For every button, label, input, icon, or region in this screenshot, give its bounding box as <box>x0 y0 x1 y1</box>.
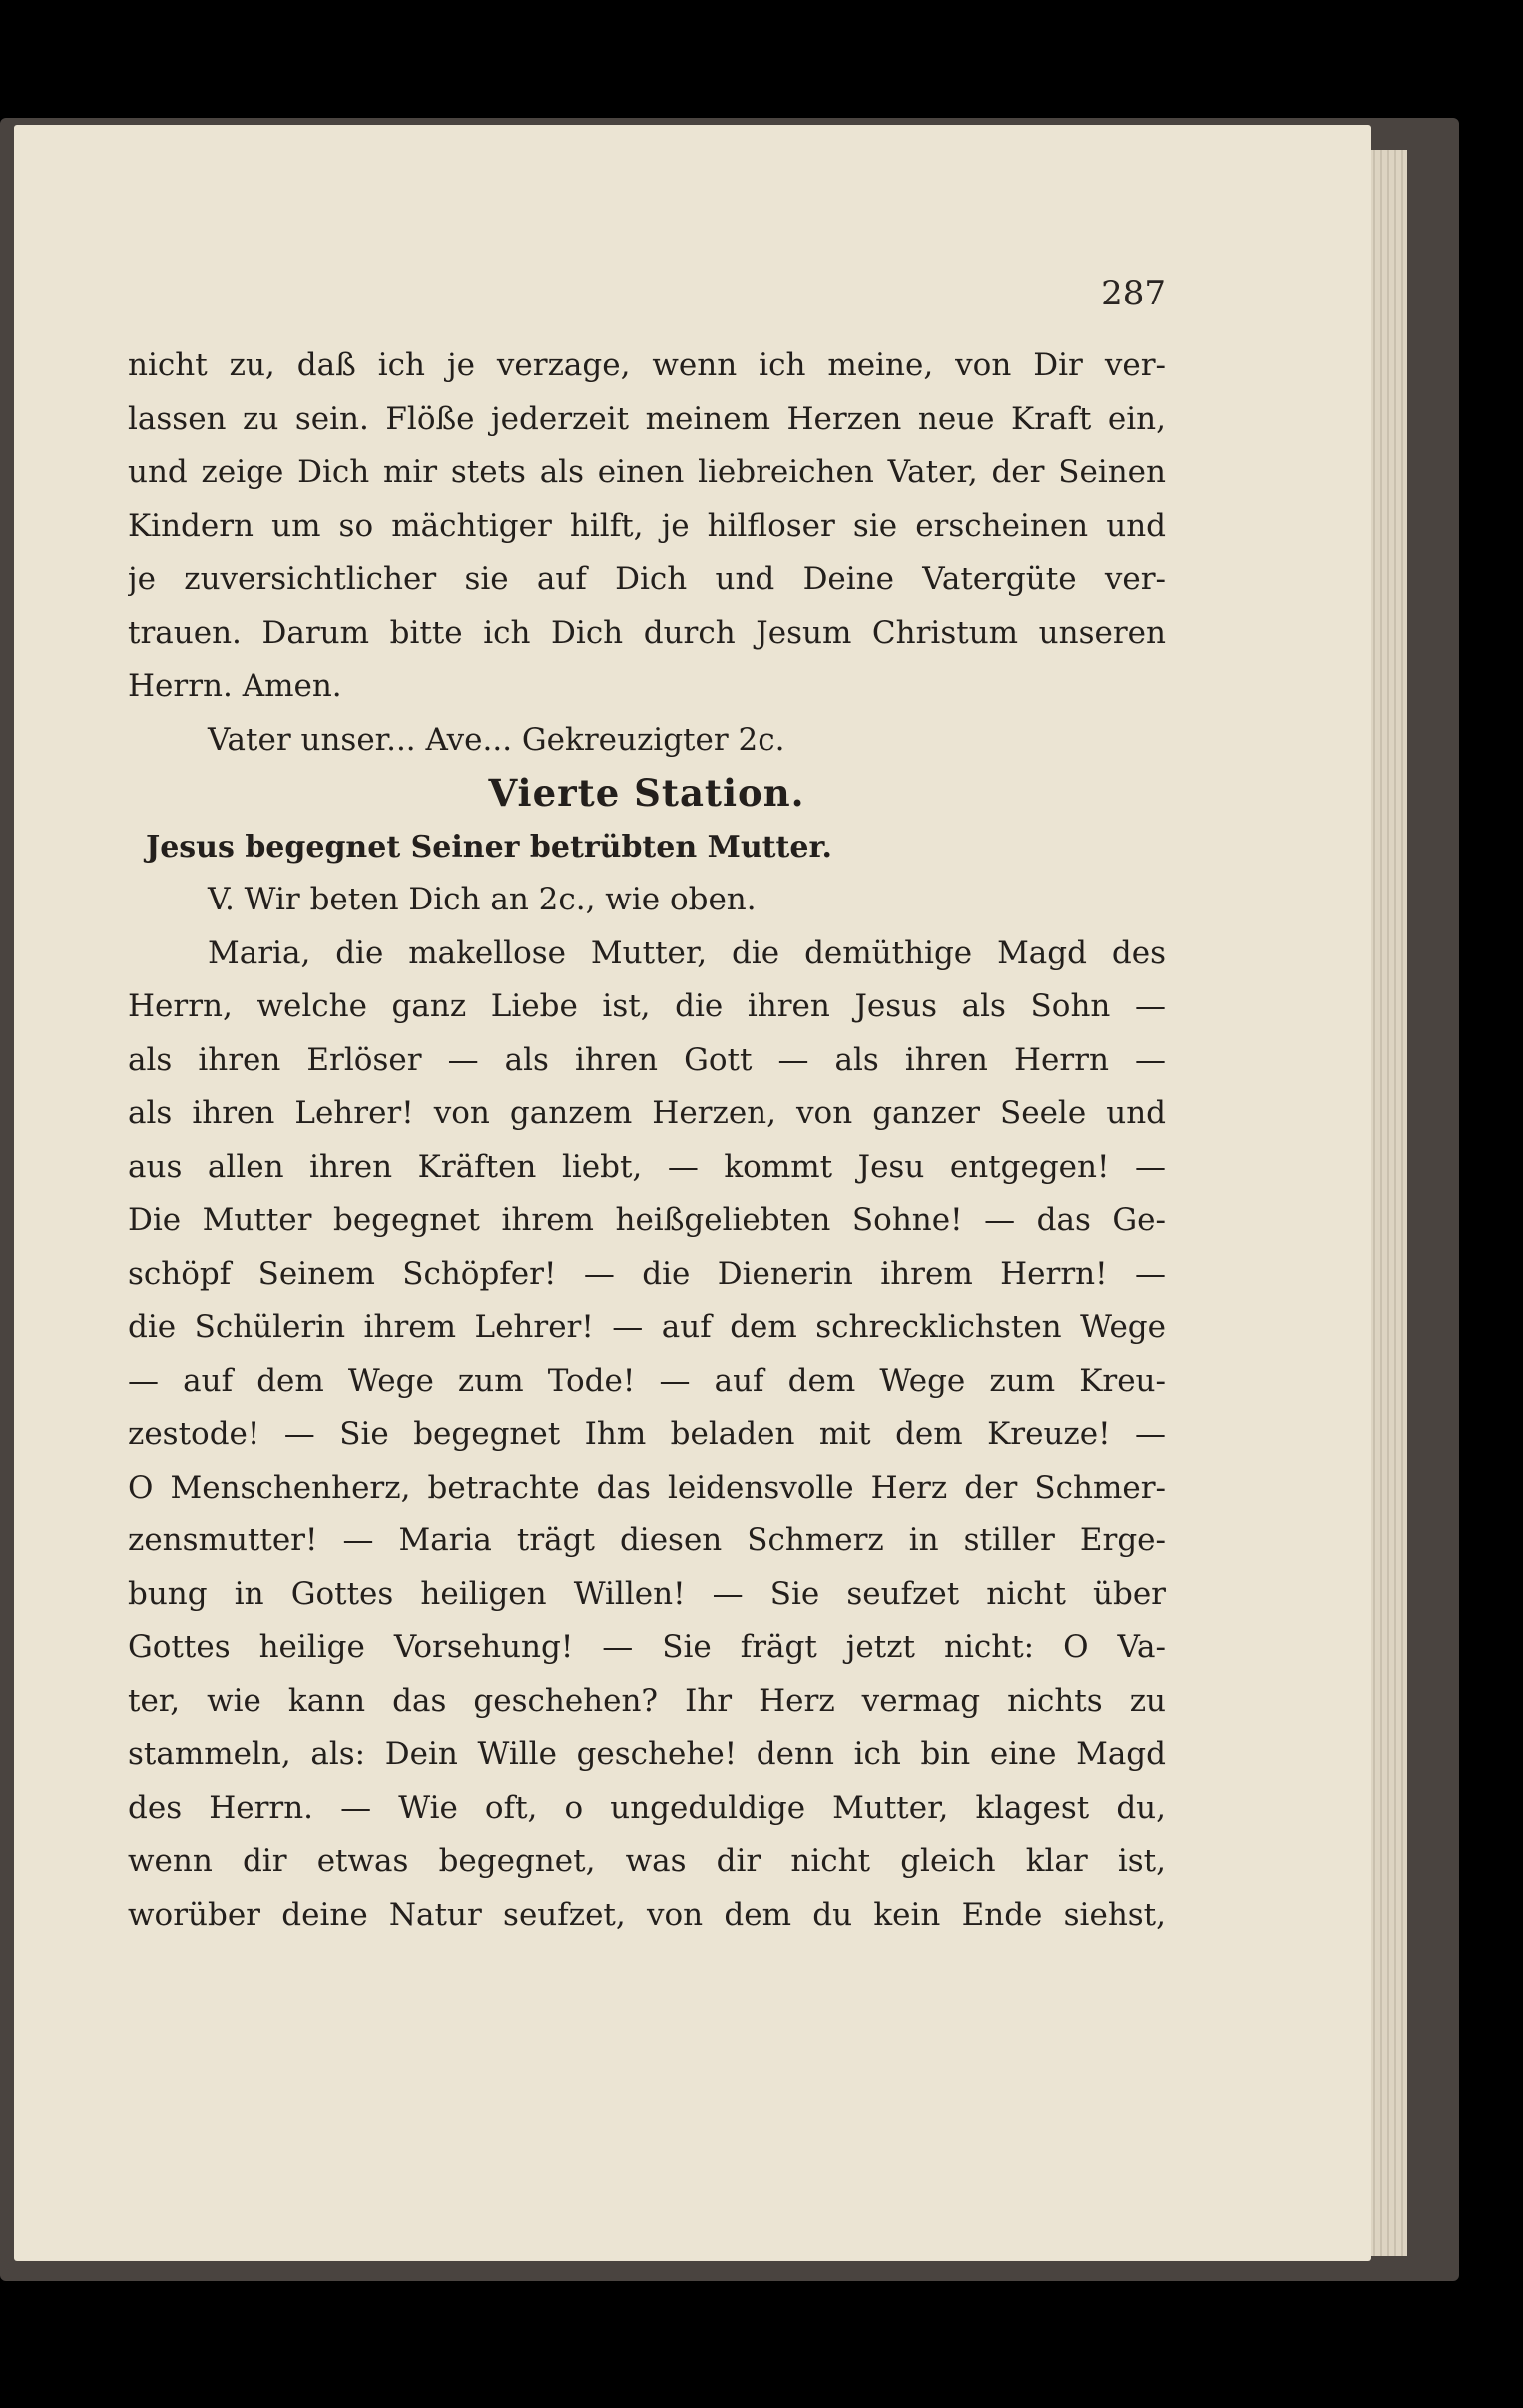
text-line: Herrn, welche ganz Liebe ist, die ihren Jesus als Sohn — <box>128 988 1166 1024</box>
text-line: Kindern um so mächtiger hilft, je hilfloser sie erscheinen und <box>128 507 1166 544</box>
text-line: als ihren Lehrer! von ganzem Herzen, von ganzer Seele und <box>128 1095 1166 1131</box>
text-line: Herrn. Amen. <box>128 668 342 704</box>
text-line: O Menschenherz, betrachte das leidensvolle Herz der Schmer- <box>128 1469 1166 1505</box>
text-line: lassen zu sein. Flöße jederzeit meinem Herzen neue Kraft ein, <box>128 400 1166 437</box>
text-line: bung in Gottes heiligen Willen! — Sie seufzet nicht über <box>128 1575 1166 1612</box>
text-line: Gottes heilige Vorsehung! — Sie frägt jetzt nicht: O Va- <box>128 1629 1166 1665</box>
text-line: des Herrn. — Wie oft, o ungeduldige Mutter, klagest du, <box>128 1789 1166 1826</box>
page-number: 287 <box>1101 274 1166 313</box>
versicle-line: V. Wir beten Dich an 2c., wie oben. <box>208 882 757 917</box>
text-line: wenn dir etwas begegnet, was dir nicht gleich klar ist, <box>128 1843 1166 1879</box>
text-line: Die Mutter begegnet ihrem heißgeliebten Sohne! — das Ge- <box>128 1202 1166 1238</box>
text-line: ter, wie kann das geschehen? Ihr Herz vermag nichts zu <box>128 1682 1166 1719</box>
text-line: stammeln, als: Dein Wille geschehe! denn ich bin eine Magd <box>128 1736 1166 1772</box>
text-line: aus allen ihren Kräften liebt, — kommt Jesu entgegen! — <box>128 1148 1166 1185</box>
text-line: — auf dem Wege zum Tode! — auf dem Wege zum Kreu- <box>128 1362 1166 1399</box>
text-line: worüber deine Natur seufzet, von dem du kein Ende siehst, <box>128 1896 1166 1933</box>
text-line: zestode! — Sie begegnet Ihm beladen mit dem Kreuze! — <box>128 1416 1166 1452</box>
text-line: nicht zu, daß ich je verzage, wenn ich meine, von Dir ver- <box>128 347 1166 383</box>
text-line: je zuversichtlicher sie auf Dich und Deine Vatergüte ver- <box>128 561 1166 597</box>
station-subtitle: Jesus begegnet Seiner betrübten Mutter. <box>146 829 832 865</box>
page-text <box>128 339 1166 1942</box>
prayer-line: Vater unser... Ave... Gekreuzigter 2c. <box>208 721 785 758</box>
text-line: zensmutter! — Maria trägt diesen Schmerz in stiller Erge- <box>128 1522 1166 1558</box>
text-line: schöpf Seinem Schöpfer! — die Dienerin ihrem Herrn! — <box>128 1255 1166 1292</box>
text-line: als ihren Erlöser — als ihren Gott — als ihren Herrn — <box>128 1041 1166 1078</box>
station-title: Vierte Station. <box>488 771 805 815</box>
text-line: trauen. Darum bitte ich Dich durch Jesum Christum unseren <box>128 614 1166 651</box>
text-line: Maria, die makellose Mutter, die demüthige Magd des <box>208 934 1166 971</box>
text-line: und zeige Dich mir stets als einen liebreichen Vater, der Seinen <box>128 454 1166 490</box>
text-line: die Schülerin ihrem Lehrer! — auf dem schrecklichsten Wege <box>128 1309 1166 1345</box>
